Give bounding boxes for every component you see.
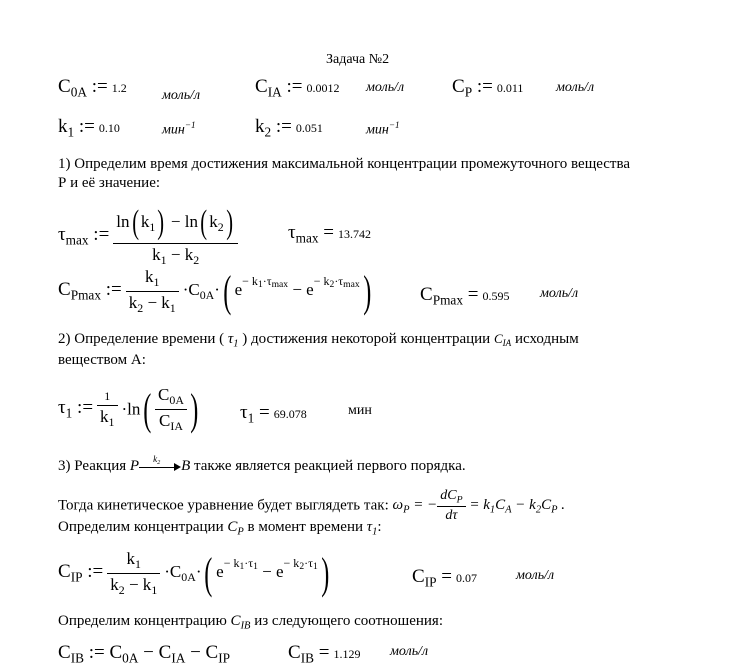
k1-value: 0.10 xyxy=(98,121,120,135)
cpmax-unit: моль/л xyxy=(540,286,579,301)
tau1-result: $\tau_1 = 69.078$ xyxy=(240,402,307,426)
cip-result: $C_{IP} = 0.07$ xyxy=(412,566,477,590)
section2-text-2: веществом А: xyxy=(58,352,146,368)
cib-unit: моль/л xyxy=(390,644,429,659)
tau-max-result: $\tau_{max} = 13.742$ xyxy=(288,222,372,246)
cia-definition: $C_{IA}$ := 0.0012 xyxy=(255,76,340,100)
section1-text-2: Р и её значение: xyxy=(58,175,161,191)
c0a-value: 1.2 xyxy=(111,81,127,95)
cp-unit: моль/л xyxy=(556,80,595,95)
cib-formula: $C_{IB}$ := $C_{0A} - C_{IA} - C_{IP}$ xyxy=(58,642,231,666)
tau1-unit: мин xyxy=(348,403,372,418)
cip-formula: $C_{IP}$ := $\frac{k_1}{k_2 - k_1}$ $\cdot C_{0A}\cdot$( $e^{- k_1\cdot\tau_1} - e^{- k_2\cdot\tau_1}$) xyxy=(58,548,330,598)
cpmax-formula: $C_{Pmax}$ := $\frac{k_1}{k_2 - k_1}$ $\cdot C_{0A}\cdot$( $e^{- k_1\cdot\tau_{max}} - e^{- k_2\cdot\tau_{max}}$) xyxy=(58,266,372,316)
k1-definition: $k_1$ := 0.10 xyxy=(58,116,120,140)
section2-text: 2) Определение времени ( $\tau_1$ ) достижения некоторой концентрации $C_{IA}$ исходным xyxy=(58,331,579,350)
tau1-formula: $\tau_1$ := $\frac{1}{k_1}$ ·ln( $\frac{C_{0A}}{C_{IA}}$ ) xyxy=(58,384,199,434)
k2-unit: мин$^{-1}$ xyxy=(366,120,400,138)
kinetic-equation-text: Тогда кинетическое уравнение будет выглядеть так: $\omega_P$ = − $\frac{dC_P}{d\tau}$ = $k_1C_A - k_2C_P$ . xyxy=(58,488,566,524)
section3-reaction-text: 3) Реакция P $k_2$ B также является реакцией первого порядка. xyxy=(58,453,466,474)
k2-value: 0.051 xyxy=(295,121,323,135)
cip-unit: моль/л xyxy=(516,568,555,583)
k1-unit: мин$^{-1}$ xyxy=(162,120,196,138)
cp-definition: $C_P$ := 0.011 xyxy=(452,76,524,100)
cp-value: 0.011 xyxy=(496,81,524,95)
page-title: Задача №2 xyxy=(326,52,390,67)
section1-text: 1) Определим время достижения максимальной концентрации промежуточного вещества xyxy=(58,156,631,172)
cpmax-result: $C_{Pmax} = 0.595$ xyxy=(420,284,510,308)
cib-text: Определим концентрацию $C_{IB}$ из следующего соотношения: xyxy=(58,613,443,632)
cia-unit: моль/л xyxy=(366,80,405,95)
cia-value: 0.0012 xyxy=(306,81,340,95)
reaction-arrow-icon: $k_2$ xyxy=(139,462,181,472)
c0a-unit: моль/л xyxy=(162,88,201,103)
c0a-definition: $C_{0A}$ := 1.2 xyxy=(58,76,127,100)
tau-max-formula: $\tau_{max}$ := $\frac{\ln( k_1) - \ln( k_2)}{k_1 - k_2}$ xyxy=(58,204,238,268)
conc-cp-text: Определим концентрации $C_P$ в момент времени $\tau_1$: xyxy=(58,519,382,538)
cib-result: $C_{IB} = 1.129$ xyxy=(288,642,361,666)
k2-definition: $k_2$ := 0.051 xyxy=(255,116,323,140)
